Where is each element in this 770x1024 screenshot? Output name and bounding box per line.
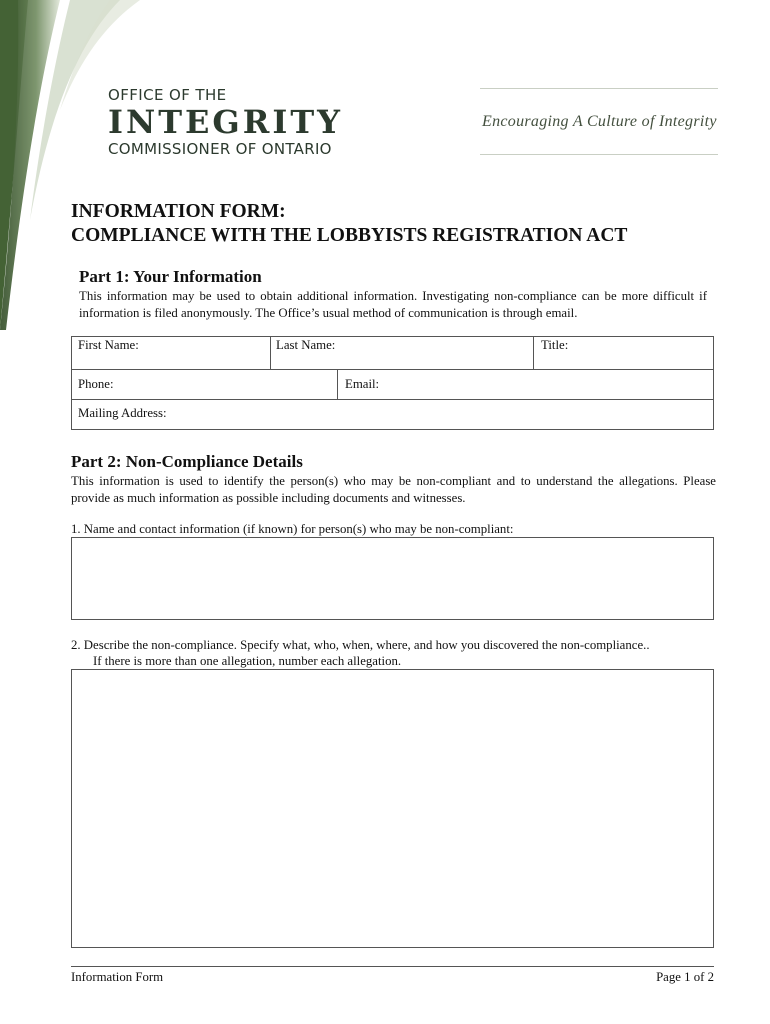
question-2-label-line-2: If there is more than one allegation, number each allegation. [93,654,402,668]
logo-line-2: INTEGRITY [108,103,343,141]
footer-document-name: Information Form [71,970,164,984]
question-2-label-line-1: 2. Describe the non-compliance. Specify what, who, when, where, and how you discovered the non-compliance.. [71,638,650,652]
table-divider [71,369,714,370]
last-name-field[interactable]: Last Name: [276,338,336,352]
logo-line-1: OFFICE OF THE [108,86,227,104]
question-2-answer-box[interactable] [71,669,714,948]
part2-description: This information is used to identify the person(s) who may be non-compliant and to understand the allegations. Please provide as much information as possible including documents and witnesses. [71,474,716,505]
part1-description: This information may be used to obtain additional information. Investigating non-compliance can be more difficult if information is filed anonymously. The Office’s usual method of communication is through email. [79,289,707,320]
title-field[interactable]: Title: [541,338,569,352]
tagline-rule-bottom [480,154,718,155]
table-divider [533,336,534,369]
table-divider [337,369,338,399]
your-information-table [71,336,714,430]
mailing-address-field[interactable]: Mailing Address: [78,406,167,420]
tagline-rule-top [480,88,718,89]
part2-heading: Part 2: Non-Compliance Details [71,452,303,471]
table-divider [270,336,271,369]
office-logo [108,86,343,158]
logo-line-3: COMMISSIONER OF ONTARIO [108,140,332,158]
table-divider [71,399,714,400]
form-title-line-2: COMPLIANCE WITH THE LOBBYISTS REGISTRATION ACT [71,225,628,246]
form-title [71,200,627,248]
first-name-field[interactable]: First Name: [78,338,139,352]
phone-field[interactable]: Phone: [78,377,114,391]
question-1-label: 1. Name and contact information (if known) for person(s) who may be non-compliant: [71,522,514,536]
page-number: Page 1 of 2 [656,970,714,984]
part1-heading: Part 1: Your Information [79,267,262,286]
question-1-answer-box[interactable] [71,537,714,620]
email-field[interactable]: Email: [345,377,380,391]
footer-rule [71,966,714,967]
tagline: Encouraging A Culture of Integrity [482,113,717,130]
form-title-line-1: INFORMATION FORM: [71,201,286,222]
